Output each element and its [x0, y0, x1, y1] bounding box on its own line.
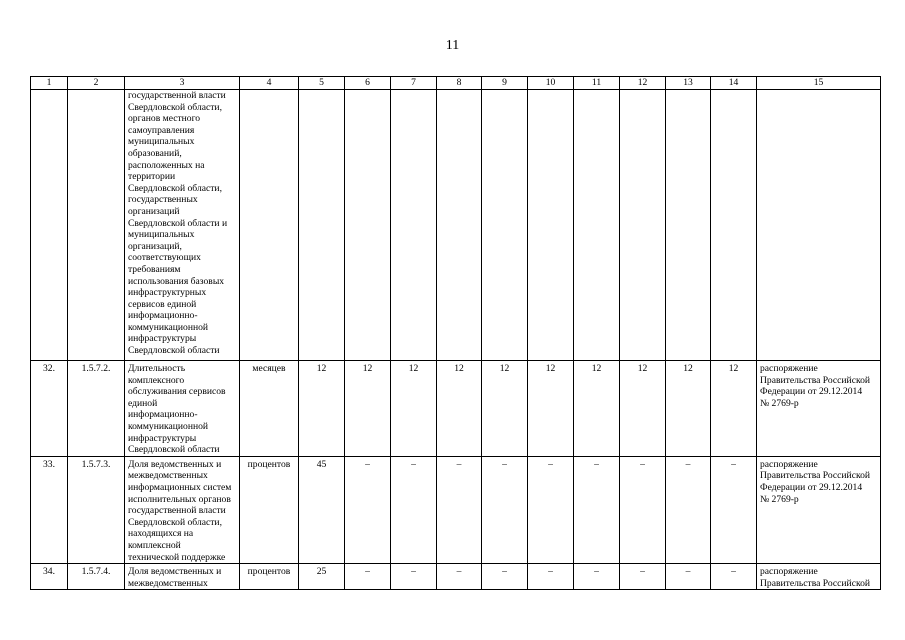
- value-cell: 45: [299, 456, 345, 563]
- value-cell: –: [620, 564, 666, 590]
- column-header: 13: [666, 77, 711, 90]
- table-row: [31, 564, 881, 590]
- indicator-description: Доля ведомственных и межведомственных: [125, 564, 240, 590]
- column-header: 2: [68, 77, 125, 90]
- indicator-code: 1.5.7.3.: [68, 456, 125, 563]
- column-header: 6: [345, 77, 391, 90]
- value-cell: –: [711, 456, 757, 563]
- source-document: распоряжение Правительства Российской Федерации от 29.12.2014 № 2769-р: [757, 456, 881, 563]
- value-cell: –: [345, 564, 391, 590]
- indicators-table: [30, 76, 881, 590]
- column-header: 12: [620, 77, 666, 90]
- source-document: распоряжение Правительства Российской: [757, 564, 881, 590]
- value-cell: 25: [299, 564, 345, 590]
- value-cell: 12: [574, 361, 620, 457]
- column-header: 4: [240, 77, 299, 90]
- column-header: 1: [31, 77, 68, 90]
- table-row: [31, 456, 881, 563]
- value-cell: 12: [482, 361, 528, 457]
- value-cell: [711, 90, 757, 361]
- indicator-code: 1.5.7.2.: [68, 361, 125, 457]
- unit-cell: [240, 90, 299, 361]
- source-document: распоряжение Правительства Российской Федерации от 29.12.2014 № 2769-р: [757, 361, 881, 457]
- value-cell: 12: [391, 361, 437, 457]
- value-cell: [574, 90, 620, 361]
- value-cell: [345, 90, 391, 361]
- column-header: 8: [437, 77, 482, 90]
- value-cell: –: [437, 564, 482, 590]
- value-cell: –: [574, 564, 620, 590]
- value-cell: –: [620, 456, 666, 563]
- value-cell: [437, 90, 482, 361]
- page-number: 11: [445, 38, 460, 53]
- row-number: 34.: [31, 564, 68, 590]
- row-number: 33.: [31, 456, 68, 563]
- value-cell: [482, 90, 528, 361]
- value-cell: –: [528, 456, 574, 563]
- value-cell: –: [666, 456, 711, 563]
- header-row: [31, 77, 881, 90]
- unit-cell: процентов: [240, 564, 299, 590]
- column-header: 5: [299, 77, 345, 90]
- table-row: [31, 361, 881, 457]
- indicator-description: Длительность комплексного обслуживания сервисов единой информационно- коммуникационной инфраструктуры Свердловской области: [125, 361, 240, 457]
- value-cell: [391, 90, 437, 361]
- value-cell: [666, 90, 711, 361]
- value-cell: 12: [711, 361, 757, 457]
- value-cell: [299, 90, 345, 361]
- unit-cell: процентов: [240, 456, 299, 563]
- value-cell: –: [437, 456, 482, 563]
- column-header: 14: [711, 77, 757, 90]
- value-cell: –: [711, 564, 757, 590]
- column-header: 3: [125, 77, 240, 90]
- value-cell: 12: [620, 361, 666, 457]
- value-cell: –: [528, 564, 574, 590]
- value-cell: 12: [666, 361, 711, 457]
- indicator-code: 1.5.7.4.: [68, 564, 125, 590]
- row-number: [31, 90, 68, 361]
- column-header: 9: [482, 77, 528, 90]
- value-cell: [528, 90, 574, 361]
- value-cell: –: [666, 564, 711, 590]
- value-cell: 12: [437, 361, 482, 457]
- indicator-description: государственной власти Свердловской области, органов местного самоуправления муниципальных образований, расположенных на территории Свердловской области, государственных организаций Свердловской области и муниципальных организаций, соответствующих требованиям использования базовых инфраструктурных сервисов единой информационно- коммуникационной инфраструктуры Свердловской области: [125, 90, 240, 361]
- value-cell: 12: [299, 361, 345, 457]
- value-cell: –: [391, 564, 437, 590]
- value-cell: –: [482, 564, 528, 590]
- value-cell: –: [574, 456, 620, 563]
- value-cell: –: [482, 456, 528, 563]
- value-cell: 12: [528, 361, 574, 457]
- source-document: [757, 90, 881, 361]
- column-header: 10: [528, 77, 574, 90]
- indicator-description: Доля ведомственных и межведомственных информационных систем исполнительных органов государственной власти Свердловской области, находящихся на комплексной технической поддержке: [125, 456, 240, 563]
- table-row: [31, 90, 881, 361]
- column-header: 7: [391, 77, 437, 90]
- value-cell: –: [391, 456, 437, 563]
- value-cell: 12: [345, 361, 391, 457]
- row-number: 32.: [31, 361, 68, 457]
- column-header: 11: [574, 77, 620, 90]
- column-header: 15: [757, 77, 881, 90]
- indicator-code: [68, 90, 125, 361]
- value-cell: [620, 90, 666, 361]
- value-cell: –: [345, 456, 391, 563]
- unit-cell: месяцев: [240, 361, 299, 457]
